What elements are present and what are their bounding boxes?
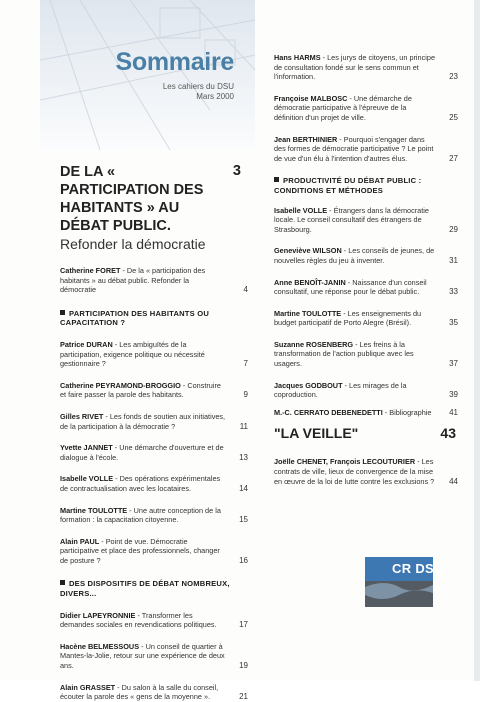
entry-author: Martine TOULOTTE [60,505,128,515]
entry-author: Catherine PEYRAMOND-BROGGIO [60,380,181,390]
feature-article [60,163,245,253]
entry-page-number: 16 [239,555,248,565]
entry-page-number: 7 [243,359,248,369]
entry-title: - Les mirages de la coproduction. [274,380,407,400]
toc-entry [274,381,458,400]
entry-title: - De la « participation des habitants » au débat public. Refonder la démocratie [60,266,206,295]
feature-subtitle: Refonder la démocratie [60,236,206,252]
entry-author: Catherine FORET [60,266,121,275]
entry-author: Joëlle CHENET, François LECOUTURIER [274,457,416,467]
toc-entry [274,135,458,164]
entry-page-number: 19 [239,661,248,671]
entry-title: - Les contrats de ville, lieux de convergence de la mise en œuvre de la loi de lutte contre les exclusions ? [274,457,435,486]
entry-author: Anne BENOÎT-JANIN [274,277,346,287]
entry-author: Isabelle VOLLE [60,474,114,484]
entry-page-number: 9 [243,390,248,400]
entry-author: Gilles RIVET [60,411,104,421]
entry-title: - Les jurys de citoyens, un principe de consultation fondé sur le sens commun et l'information. [274,53,435,82]
entry-page-number: 4 [243,285,248,295]
entry-title: - Point de vue. Démocratie participative et place des professionnels, changer de posture ? [60,536,220,565]
entry-title: - Les enseignements du budget participatif de Porto Alegre (Brésil). [274,308,422,328]
entry-page-number: 11 [239,421,248,431]
entry-author: Martine TOULOTTE [274,308,342,318]
toc-entry [60,381,248,400]
entry-title: - Les conseils de jeunes, de nouvelles règles du jeu à inventer. [274,246,435,265]
section-heading-text: DES DISPOSITIFS DE DÉBAT NOMBREUX, DIVERS... [60,579,230,599]
toc-entry [274,94,458,123]
toc-entry [274,408,458,418]
toc-entry [60,266,248,295]
entry-author: Patrice DURAN [60,339,113,349]
entry-title: - Les fonds de soutien aux initiatives, de la participation à la démocratie ? [60,411,226,431]
entry-author: Geneviève WILSON [274,246,342,256]
subtitle-publication: Les cahiers du DSU [162,82,234,91]
entry-author: Didier LAPEYRONNIE [60,610,136,620]
entry-page-number: 23 [449,72,458,82]
toc-veille-heading [274,425,458,441]
entry-author: Suzanne ROSENBERG [274,339,354,349]
entry-title: - Une autre conception de la formation : la capacitation citoyenne. [60,505,221,525]
toc-left-column [60,266,248,702]
entry-title: - Bibliographie [382,407,432,417]
entry-page-number: 35 [449,318,458,328]
entry-author: M.-C. CERRATO DEBENEDETTI [274,407,383,417]
entry-title: - Des opérations expérimentales de contractualisation avec les locataires. [60,474,221,493]
entry-title: - Les freins à la transformation de l'action publique avec les usagers. [274,339,414,369]
section-bullet-icon [274,177,279,182]
toc-entry [274,278,458,297]
page-title: Sommaire [115,48,234,76]
logo-cr: CR [392,561,412,576]
logo-dsu: DSU [415,561,444,576]
entry-title: - Construire et faire passer la parole des habitants. [60,380,221,400]
entry-author: Yvette JANNET [60,443,113,453]
entry-page-number: 13 [239,452,248,462]
toc-entry [274,206,458,235]
toc-entry [274,340,458,369]
entry-title: - Une démarche de démocratie participative à l'épreuve de la définition d'un projet de ville. [274,93,412,122]
entry-author: Isabelle VOLLE [274,205,328,215]
toc-entry [60,412,248,431]
entry-author: Alain GRASSET [60,682,116,692]
entry-title: - Transformer les demandes sociales en revendications politiques. [60,610,217,630]
toc-section-heading [60,579,248,598]
subtitle-date: Mars 2000 [196,92,234,101]
entry-title: - Du salon à la salle du conseil, écouter la parole des « gens de la moyenne ». [60,682,219,702]
toc-entry [274,457,458,486]
entry-page-number: 31 [449,255,458,265]
entry-page-number: 39 [449,390,458,400]
entry-title: - Une démarche d'ouverture et de dialogue à l'école. [60,443,224,462]
toc-entry [274,246,458,265]
toc-entry [60,443,248,462]
entry-page-number: 15 [239,515,248,525]
entry-page-number: 37 [449,359,458,369]
entry-page-number: 44 [449,476,458,486]
toc-section-heading [60,309,248,328]
entry-title: - Pourquoi s'engager dans des formes de démocratie participative ? Le point de vue d'un élu à l'intention d'autres élus. [274,134,434,163]
section-bullet-icon [60,310,65,315]
toc-entry [60,611,248,630]
toc-section-heading [274,176,458,195]
feature-page-number: 3 [232,163,241,179]
entry-author: Hacène BELMESSOUS [60,641,140,651]
entry-title: - Étrangers dans la démocratie locale. Le conseil consultatif des étrangers de Strasbourg. [274,205,429,234]
feature-title: DE LA « PARTICIPATION DES HABITANTS » AU DÉBAT PUBLIC. [60,164,204,234]
header-subtitle [40,82,234,102]
entry-title: - Les ambiguïtés de la participation, exigence politique ou nécessité gestionnaire ? [60,339,205,369]
veille-heading-text: "LA VEILLE" [274,425,359,442]
entry-page-number: 21 [239,692,248,702]
section-heading-text: PARTICIPATION DES HABITANTS OU CAPACITATION ? [60,308,210,328]
veille-page-number: 43 [440,425,456,442]
toc-entry [60,474,248,493]
toc-entry [60,506,248,525]
entry-author: Jacques GODBOUT [274,380,343,390]
section-heading-text: PRODUCTIVITÉ DU DÉBAT PUBLIC : CONDITIONS ET MÉTHODES [274,176,422,195]
toc-entry [274,53,458,82]
toc-right-column [274,53,458,486]
scan-edge [474,0,480,681]
entry-page-number: 41 [449,407,458,417]
toc-entry [60,683,248,702]
entry-author: Jean BERTHINIER [274,134,338,144]
entry-page-number: 29 [449,224,458,234]
section-bullet-icon [60,580,65,585]
entry-author: Hans HARMS [274,53,321,62]
logo-text [392,561,444,576]
entry-page-number: 14 [239,483,248,493]
entry-page-number: 27 [449,153,458,163]
toc-entry [274,309,458,328]
entry-author: Françoise MALBOSC [274,93,348,103]
entry-page-number: 33 [449,287,458,297]
entry-author: Alain PAUL [60,536,100,546]
toc-entry [60,340,248,369]
toc-entry [60,642,248,671]
entry-page-number: 25 [449,112,458,122]
entry-title: - Naissance d'un conseil consultatif, une réponse pour le débat public. [274,277,427,297]
entry-page-number: 17 [239,620,248,630]
toc-entry [60,537,248,566]
entry-title: - Un conseil de quartier à Mantes-la-Jolie, retour sur une expérience de deux ans. [60,641,225,671]
